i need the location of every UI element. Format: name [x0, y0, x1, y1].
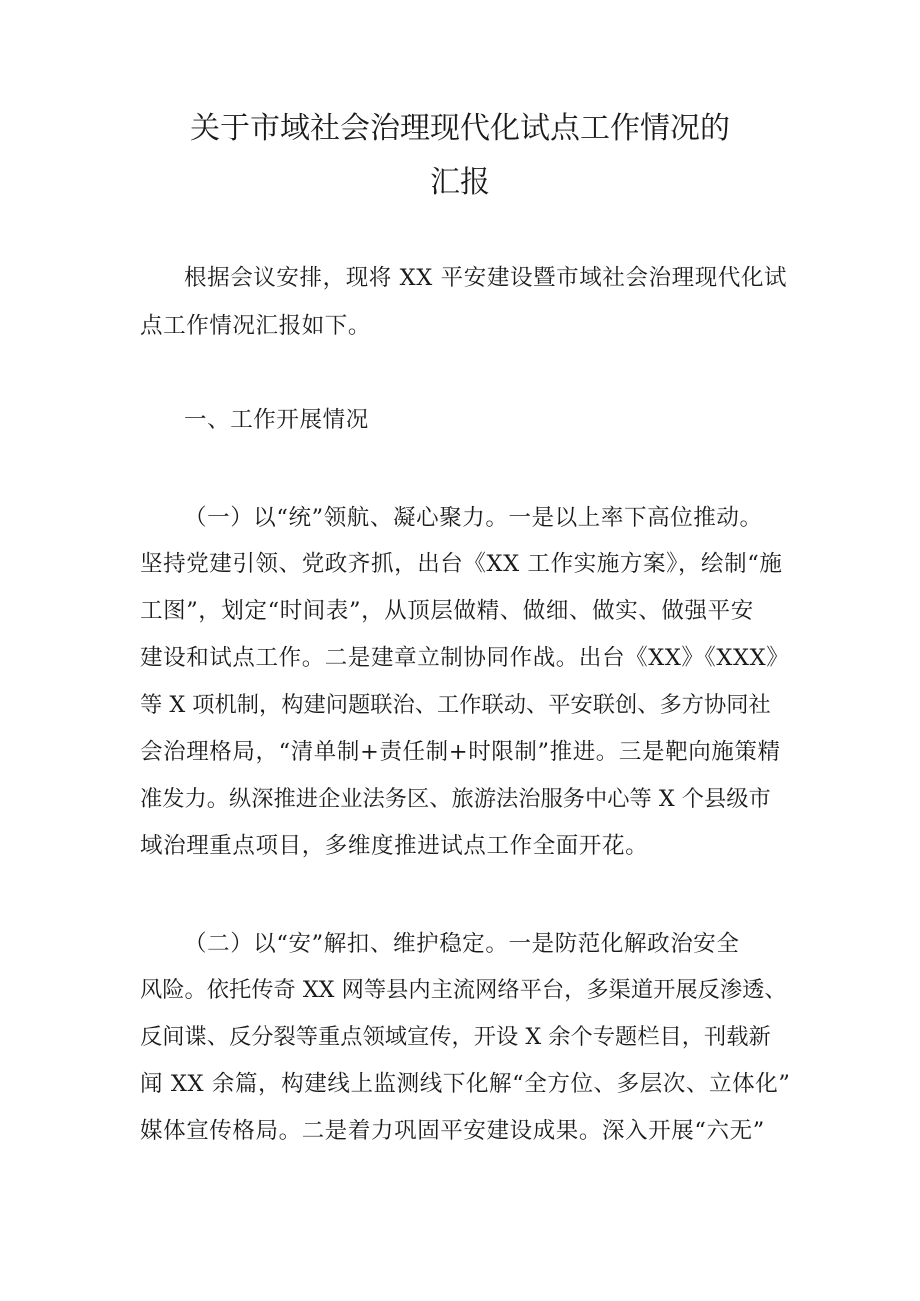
paragraph1-line-4: 建设和试点工作。二是建章立制协同作战。出台《XX》《XXX》: [140, 645, 790, 671]
paragraph1-line-2: 坚持党建引领、党政齐抓，出台《XX 工作实施方案》，绘制“施: [140, 551, 783, 577]
paragraph2-line-3: 反间谍、反分裂等重点领域宣传，开设 X 余个专题栏目，刊载新: [140, 1024, 771, 1050]
document-title-line-1: 关于市域社会治理现代化试点工作情况的: [190, 111, 730, 146]
intro-line-1: 根据会议安排，现将 XX 平安建设暨市域社会治理现代化试: [184, 265, 788, 291]
paragraph1-line-7: 准发力。纵深推进企业法务区、旅游法治服务中心等 X 个县级市: [140, 786, 771, 812]
paragraph1-line-5: 等 X 项机制，构建问题联治、工作联动、平安联创、多方协同社: [140, 692, 771, 718]
paragraph1-line-1: （一）以“统”领航、凝心聚力。一是以上率下高位推动。: [184, 505, 763, 531]
intro-line-2: 点工作情况汇报如下。: [140, 313, 372, 339]
paragraph2-line-2: 风险。依托传奇 XX 网等县内主流网络平台，多渠道开展反渗透、: [140, 977, 787, 1003]
paragraph2-line-5: 媒体宣传格局。二是着力巩固平安建设成果。深入开展“六无”: [140, 1118, 765, 1144]
paragraph2-line-4: 闻 XX 余篇，构建线上监测线下化解“全方位、多层次、立体化”: [140, 1071, 791, 1097]
paragraph1-line-3: 工图”，划定“时间表”，从顶层做精、做细、做实、做强平安: [140, 598, 754, 624]
paragraph1-line-8: 域治理重点项目，多维度推进试点工作全面开花。: [140, 833, 649, 859]
paragraph1-line-6: 会治理格局，“清单制+责任制+时限制”推进。三是靶向施策精: [140, 739, 781, 765]
section-heading: 一、工作开展情况: [184, 407, 369, 433]
paragraph2-line-1: （二）以“安”解扣、维护稳定。一是防范化解政治安全: [184, 931, 740, 957]
document-title-line-2: 汇报: [430, 165, 490, 200]
